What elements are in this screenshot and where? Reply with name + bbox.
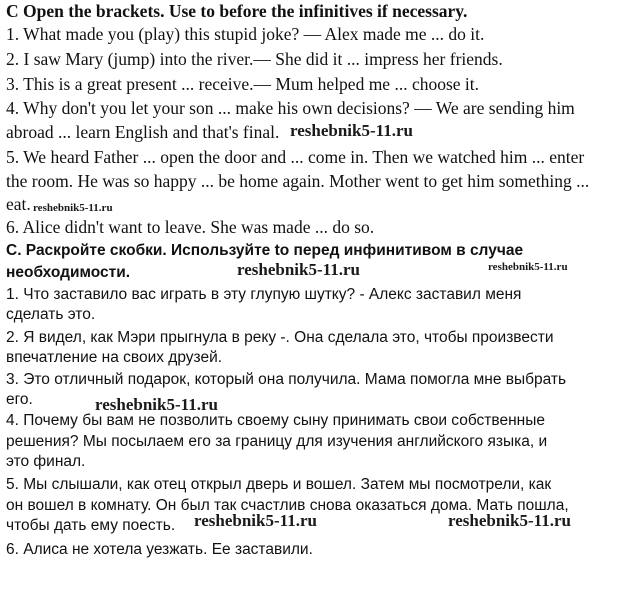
english-line: 4. Why don't you let your son ... make his own decisions? — We are sending him bbox=[6, 98, 575, 118]
russian-line: решения? Мы посылаем его за границу для изучения английского языка, и bbox=[6, 433, 548, 450]
watermark: reshebnik5-11.ru bbox=[33, 202, 113, 214]
russian-line: чтобы дать ему поесть. bbox=[6, 517, 176, 534]
russian-line: он вошел в комнату. Он был так счастлив снова оказаться дома. Мать пошла, bbox=[6, 497, 569, 514]
english-line: eat. bbox=[6, 194, 31, 214]
watermark: reshebnik5-11.ru bbox=[290, 121, 413, 140]
english-line: 5. We heard Father ... open the door and ... come in. Then we watched him ... enter bbox=[6, 147, 585, 167]
english-line: the room. He was so happy ... be home again. Mother went to get him something ... bbox=[6, 171, 590, 191]
russian-line: 4. Почему бы вам не позволить своему сыну принимать свои собственные bbox=[6, 412, 545, 429]
russian-line: 6. Алиса не хотела уезжать. Ее заставили. bbox=[6, 541, 313, 558]
russian-line: 3. Это отличный подарок, который она получила. Мама помогла мне выбрать bbox=[6, 371, 567, 388]
english-heading: C Open the brackets. Use to before the infinitives if necessary. bbox=[6, 1, 468, 21]
english-line: 3. This is a great present ... receive.— Mum helped me ... choose it. bbox=[6, 74, 480, 94]
watermark: reshebnik5-11.ru bbox=[237, 260, 360, 279]
russian-line: 5. Мы слышали, как отец открыл дверь и вошел. Затем мы посмотрели, как bbox=[6, 476, 552, 493]
english-line: 1. What made you (play) this stupid joke? — Alex made me ... do it. bbox=[6, 24, 485, 44]
english-line: 6. Alice didn't want to leave. She was made ... do so. bbox=[6, 217, 375, 237]
watermark: reshebnik5-11.ru bbox=[95, 395, 218, 414]
watermark: reshebnik5-11.ru bbox=[194, 511, 317, 530]
russian-heading: С. Раскройте скобки. Используйте to перед инфинитивом в случае bbox=[6, 242, 524, 259]
russian-line: 1. Что заставило вас играть в эту глупую шутку? - Алекс заставил меня bbox=[6, 286, 522, 303]
russian-heading-continued: необходимости. bbox=[6, 264, 131, 281]
english-line: 2. I saw Mary (jump) into the river.— She did it ... impress her friends. bbox=[6, 49, 503, 69]
watermark: reshebnik5-11.ru bbox=[488, 261, 568, 273]
russian-line: его. bbox=[6, 391, 33, 408]
watermark: reshebnik5-11.ru bbox=[448, 511, 571, 530]
russian-line: 2. Я видел, как Мэри прыгнула в реку -. Она сделала это, чтобы произвести bbox=[6, 329, 554, 346]
russian-line: сделать это. bbox=[6, 306, 96, 323]
russian-line: это финал. bbox=[6, 453, 86, 470]
russian-line: впечатление на своих друзей. bbox=[6, 349, 223, 366]
english-line: abroad ... learn English and that's final. bbox=[6, 122, 280, 142]
